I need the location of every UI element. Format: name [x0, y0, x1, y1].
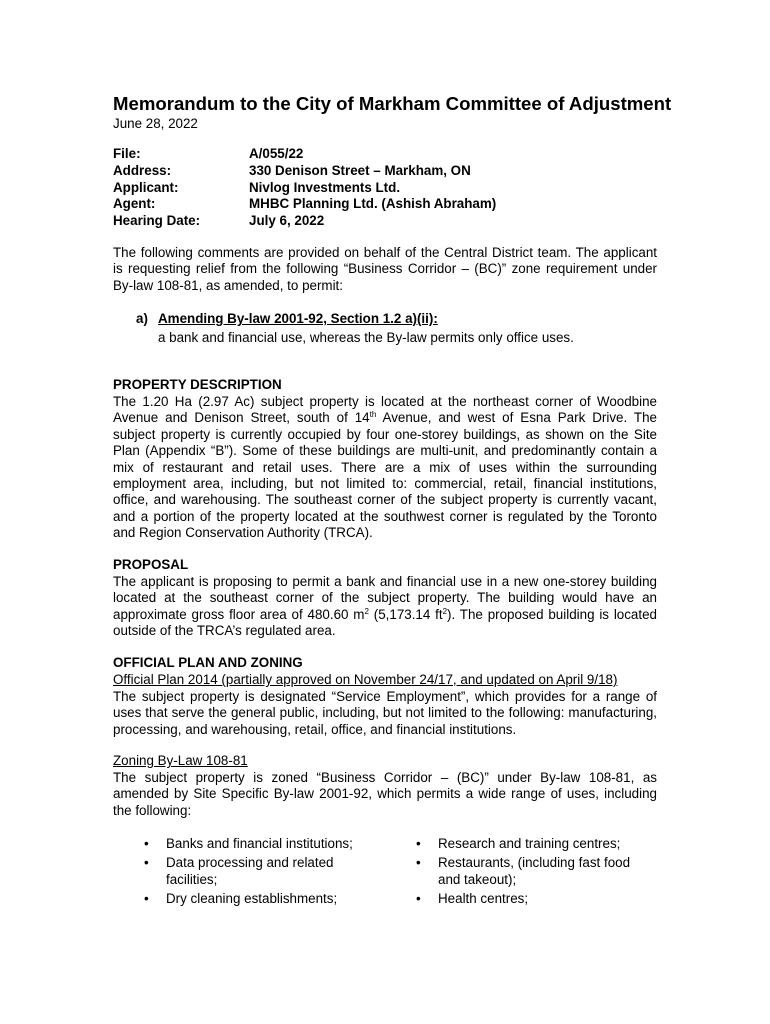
superscript: 2 [442, 606, 448, 616]
intro-paragraph: The following comments are provided on behalf of the Central District team. The applicant is requesting relief from the following “Business Corridor – (BC)” zone requirement under By-law 108-81, as amended, to permit: [113, 245, 657, 293]
proposal-text-3: ). The proposed building is located outside of the TRCA’s regulated area. [113, 606, 657, 639]
file-info-row [113, 163, 496, 180]
file-value: A/055/22 [249, 146, 304, 161]
property-heading: PROPERTY DESCRIPTION [113, 377, 282, 392]
proposal-text-2: (5,173.14 ft [368, 606, 443, 622]
relief-item-marker: a) [136, 311, 148, 326]
file-info-block [113, 146, 496, 230]
relief-item-text: a bank and financial use, whereas the By-law permits only office uses. [158, 330, 574, 345]
uses-list-left [138, 836, 398, 911]
superscript: 2 [364, 606, 369, 616]
list-item: • Health centres; [410, 891, 670, 907]
property-paragraph [113, 394, 657, 542]
list-item: • Restaurants, (including fast food and takeout); [410, 855, 638, 888]
official-plan-subheading: Official Plan 2014 (partially approved on November 24/17, and updated on April 9/18) [113, 672, 618, 687]
superscript: th [369, 410, 377, 420]
official-plan-heading: OFFICIAL PLAN AND ZONING [113, 655, 303, 670]
zoning-paragraph: The subject property is zoned “Business Corridor – (BC)” under By-law 108-81, as amended by Site Specific By-law 2001-92, which permits a wide range of uses, including the following: [113, 770, 657, 818]
applicant-value: Nivlog Investments Ltd. [249, 179, 401, 195]
file-info-row [113, 196, 496, 213]
file-info-row [113, 180, 496, 197]
list-item: • Data processing and related facilities; [138, 855, 346, 888]
agent-value: MHBC Planning Ltd. (Ashish Abraham) [249, 196, 497, 212]
address-value: 330 Denison Street – Markham, ON [249, 162, 471, 178]
list-item: • Research and training centres; [410, 836, 670, 852]
proposal-paragraph [113, 574, 657, 640]
list-item: • Banks and financial institutions; [138, 836, 398, 852]
zoning-subheading: Zoning By-Law 108-81 [113, 753, 248, 768]
address-label: Address: [113, 162, 172, 178]
memo-title: Memorandum to the City of Markham Committee of Adjustment [113, 93, 672, 114]
applicant-label: Applicant: [113, 179, 179, 195]
file-info-row [113, 146, 496, 163]
official-plan-paragraph: The subject property is designated “Service Employment”, which provides for a range of uses that serve the general public, including, but not limited to the following: manufacturing, processing, and warehousing, retail, office, and financial institutions. [113, 689, 657, 737]
hearing-date-label: Hearing Date: [113, 213, 201, 229]
uses-list-right [410, 836, 670, 911]
list-item: • Dry cleaning establishments; [138, 891, 398, 907]
property-text-1: The 1.20 Ha (2.97 Ac) subject property is located at the northeast corner of Woodbine Avenue and Denison Street, south of 14 [113, 394, 657, 426]
hearing-date-value: July 6, 2022 [249, 213, 325, 229]
proposal-text-1: The applicant is proposing to permit a bank and financial use in a new one-storey building located at the southeast corner of the subject property. The building would have an approximate gross floor area of 480.60 m [113, 574, 657, 622]
proposal-heading: PROPOSAL [113, 557, 189, 572]
memo-date: June 28, 2022 [113, 116, 198, 131]
property-text-2: Avenue, and west of Esna Park Drive. The subject property is currently occupied by four one-storey buildings, as shown on the Site Plan (Appendix “B”). Some of these buildings are multi-unit, and predominantly contain a mix of restaurant and retail uses. There are a mix of uses within the surrounding employment area, including, but not limited to: commercial, retail, financial institutions, office, and warehousing. The southeast corner of the subject property is currently vacant, and a portion of the property located at the southwest corner is regulated by the Toronto and Region Conservation Authority (TRCA). [113, 410, 657, 541]
file-label: File: [113, 146, 141, 161]
agent-label: Agent: [113, 196, 156, 212]
file-info-row [113, 213, 496, 230]
relief-item-heading: Amending By-law 2001-92, Section 1.2 a)(ii): [158, 311, 438, 326]
